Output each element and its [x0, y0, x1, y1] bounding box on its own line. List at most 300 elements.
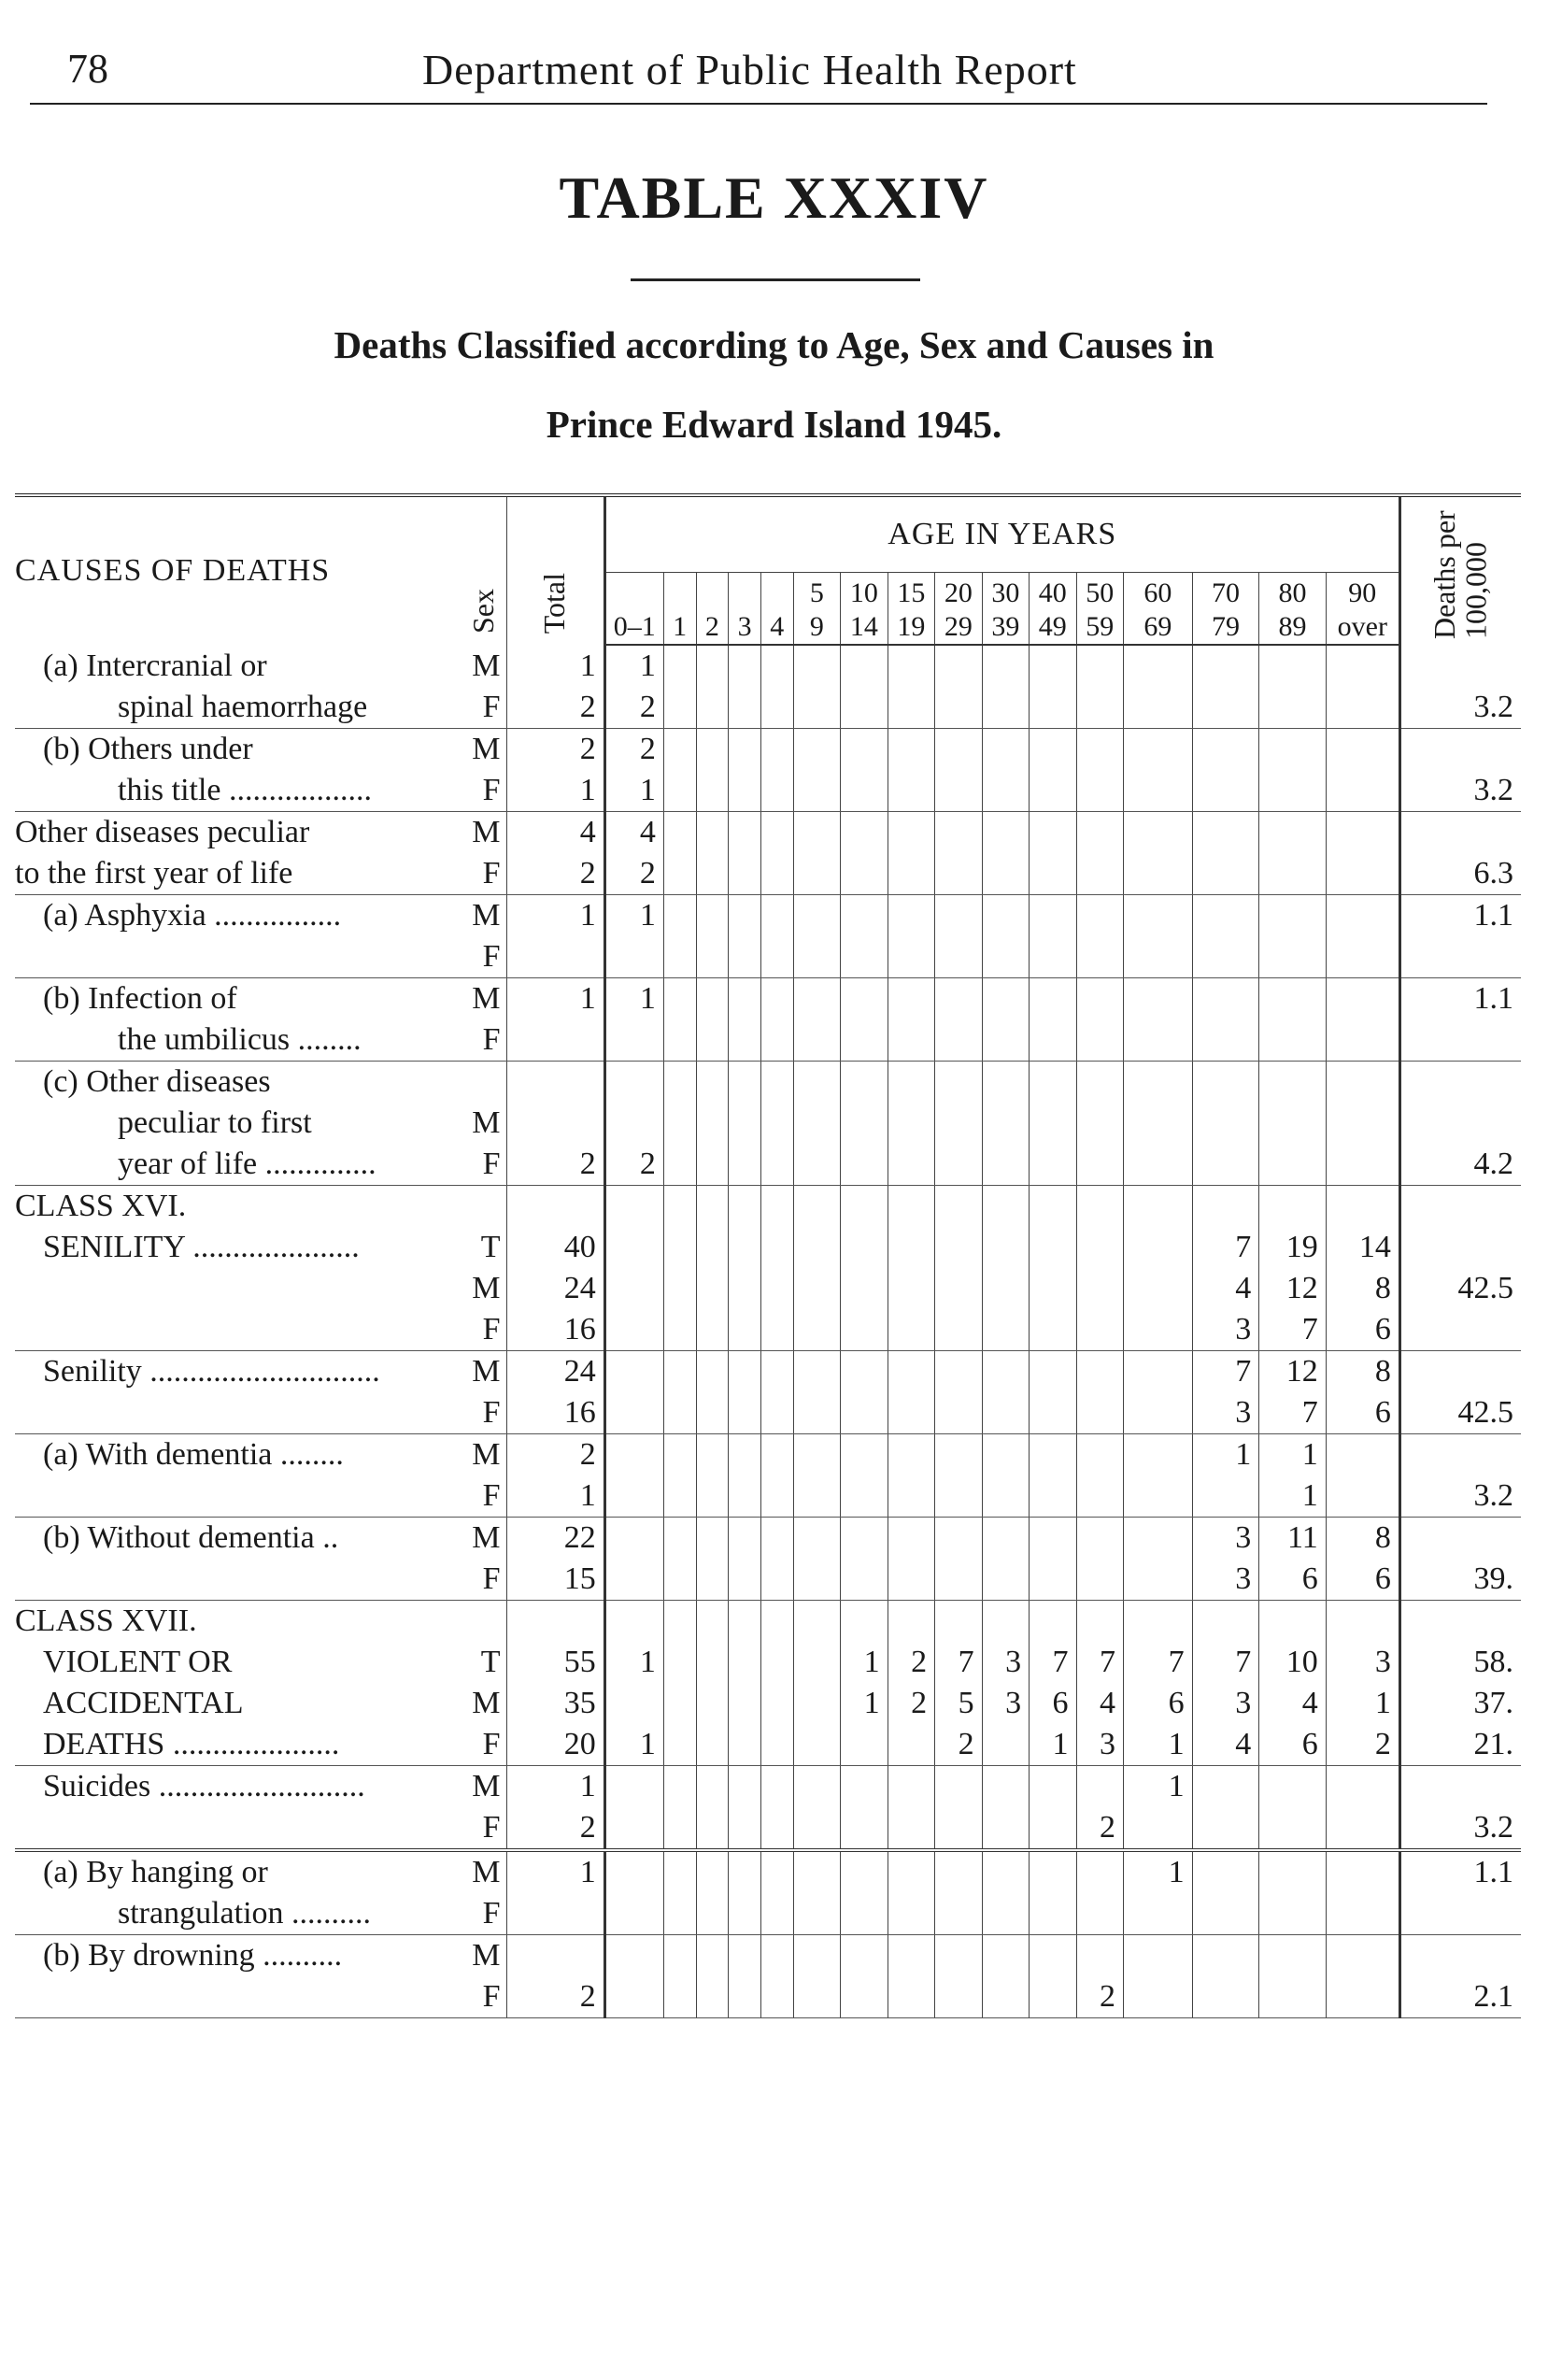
age-value-cell	[729, 1351, 761, 1393]
age-value-cell	[793, 1309, 840, 1351]
sex-cell: F	[462, 1392, 506, 1434]
age-value-cell	[1192, 1019, 1259, 1062]
age-value-cell	[604, 1807, 663, 1850]
age-value-cell	[663, 1186, 696, 1228]
cause-cell: (b) Others under	[43, 732, 253, 766]
age-value-cell	[982, 936, 1029, 978]
age-value-cell: 7	[1259, 1309, 1327, 1351]
age-value-cell	[841, 645, 888, 687]
age-value-cell	[604, 1103, 663, 1144]
total-cell	[506, 1935, 604, 1977]
age-value-cell	[663, 1268, 696, 1309]
age-value-cell	[1030, 645, 1076, 687]
age-value-cell	[1124, 1475, 1193, 1518]
age-value-cell	[793, 853, 840, 895]
age-col-bottom-label: 9	[809, 611, 824, 642]
age-value-cell	[729, 1518, 761, 1560]
age-value-cell	[696, 853, 729, 895]
age-value-cell	[1124, 1601, 1193, 1643]
cause-cell: Senility .............................	[43, 1354, 380, 1389]
total-cell: 24	[506, 1351, 604, 1393]
age-value-cell	[663, 1976, 696, 2018]
table-row	[15, 1309, 1521, 1351]
table-row	[15, 1683, 1521, 1724]
age-value-cell	[841, 770, 888, 812]
age-value-cell: 1	[1124, 1850, 1193, 1893]
age-col-top-label: 40	[1038, 577, 1067, 608]
cause-cell: (a) Intercranial or	[43, 648, 267, 683]
cause-cell: DEATHS .....................	[15, 1724, 462, 1766]
page-header	[30, 37, 1487, 105]
age-value-cell	[1259, 1893, 1327, 1935]
total-cell: 2	[506, 1144, 604, 1186]
age-value-cell	[888, 1434, 934, 1476]
age-value-cell	[793, 645, 840, 687]
age-value-cell	[760, 1103, 793, 1144]
age-value-cell	[935, 1601, 982, 1643]
age-value-cell	[1124, 729, 1193, 771]
age-value-cell	[1326, 978, 1399, 1020]
age-value-cell	[793, 1850, 840, 1893]
age-value-cell	[760, 1309, 793, 1351]
age-value-cell: 6	[1326, 1559, 1399, 1601]
age-value-cell	[1030, 1309, 1076, 1351]
age-value-cell	[1259, 1807, 1327, 1850]
total-cell: 1	[506, 1475, 604, 1518]
age-value-cell	[1326, 1144, 1399, 1186]
age-value-cell	[760, 1351, 793, 1393]
age-value-cell	[982, 1062, 1029, 1104]
age-value-cell	[1124, 936, 1193, 978]
sex-cell: M	[472, 1354, 501, 1389]
age-value-cell	[1076, 1351, 1123, 1393]
age-value-cell	[604, 1683, 663, 1724]
age-value-cell	[841, 1309, 888, 1351]
age-value-cell: 2	[1076, 1976, 1123, 2018]
age-value-cell	[760, 978, 793, 1020]
age-value-cell	[663, 1601, 696, 1643]
age-col-top-label	[697, 577, 729, 610]
age-value-cell	[604, 1935, 663, 1977]
age-value-cell	[1259, 1062, 1327, 1104]
cause-cell: ACCIDENTAL	[43, 1686, 244, 1720]
cause-cell	[15, 1976, 462, 2018]
age-value-cell	[1030, 853, 1076, 895]
rate-cell: 1.1	[1399, 1850, 1521, 1893]
age-value-cell	[1259, 1850, 1327, 1893]
age-value-cell	[888, 1475, 934, 1518]
rate-cell: 39.	[1399, 1559, 1521, 1601]
age-value-cell	[793, 1392, 840, 1434]
sex-cell: F	[462, 1475, 506, 1518]
age-value-cell	[841, 1268, 888, 1309]
table-row	[15, 1935, 1521, 1977]
age-value-cell	[1326, 812, 1399, 854]
rate-cell	[1399, 1434, 1521, 1476]
age-value-cell	[982, 1351, 1029, 1393]
age-value-cell	[888, 1724, 934, 1766]
age-value-cell	[729, 853, 761, 895]
age-value-cell	[729, 1434, 761, 1476]
age-value-cell	[729, 1766, 761, 1808]
age-value-cell	[1326, 1893, 1399, 1935]
age-col-bottom-label: 59	[1086, 611, 1115, 642]
age-value-cell: 8	[1326, 1268, 1399, 1309]
cause-cell: strangulation ..........	[15, 1893, 462, 1935]
age-value-cell: 2	[604, 1144, 663, 1186]
rate-cell	[1399, 812, 1521, 854]
cause-cell	[15, 936, 462, 978]
age-value-cell: 3	[1192, 1392, 1259, 1434]
age-col-bottom-label: 4	[770, 611, 785, 642]
age-value-cell	[696, 1227, 729, 1268]
age-value-cell	[729, 1475, 761, 1518]
age-value-cell	[1076, 687, 1123, 729]
age-value-cell	[1030, 1518, 1076, 1560]
sex-cell: M	[472, 1686, 501, 1720]
age-value-cell	[935, 895, 982, 937]
age-value-cell	[982, 1268, 1029, 1309]
total-cell	[506, 1019, 604, 1062]
age-value-cell	[760, 1559, 793, 1601]
table-row	[15, 812, 1521, 854]
age-value-cell	[604, 936, 663, 978]
age-value-cell: 1	[1030, 1724, 1076, 1766]
age-value-cell	[1124, 1518, 1193, 1560]
age-value-cell	[1259, 770, 1327, 812]
cause-cell: CLASS XVI.	[15, 1189, 187, 1223]
age-value-cell: 11	[1259, 1518, 1327, 1560]
header-row-top	[15, 495, 1521, 573]
age-value-cell	[760, 895, 793, 937]
sex-cell: F	[462, 1559, 506, 1601]
age-value-cell: 7	[1030, 1642, 1076, 1683]
rate-cell	[1399, 645, 1521, 687]
rate-cell	[1399, 1518, 1521, 1560]
age-value-cell	[841, 1976, 888, 2018]
age-value-cell: 6	[1124, 1683, 1193, 1724]
age-value-cell	[663, 1144, 696, 1186]
age-value-cell	[982, 1935, 1029, 1977]
age-value-cell	[1259, 1103, 1327, 1144]
age-value-cell	[888, 1518, 934, 1560]
age-value-cell	[793, 1062, 840, 1104]
total-cell: 2	[506, 853, 604, 895]
age-value-cell	[888, 1766, 934, 1808]
age-value-cell	[935, 1766, 982, 1808]
age-value-cell	[935, 936, 982, 978]
age-value-cell: 19	[1259, 1227, 1327, 1268]
age-value-cell	[1076, 1309, 1123, 1351]
age-value-cell	[729, 1601, 761, 1643]
age-value-cell	[935, 1268, 982, 1309]
header-age-col	[1192, 573, 1259, 646]
age-value-cell	[793, 1766, 840, 1808]
age-value-cell	[1076, 645, 1123, 687]
sex-cell: M	[472, 1855, 501, 1889]
age-value-cell	[1076, 1186, 1123, 1228]
age-value-cell	[1076, 1518, 1123, 1560]
sex-cell	[462, 1062, 506, 1104]
total-cell: 1	[506, 895, 604, 937]
age-value-cell	[935, 729, 982, 771]
age-value-cell	[841, 1766, 888, 1808]
age-col-bottom-label: 0–1	[613, 611, 656, 642]
age-value-cell	[729, 936, 761, 978]
sex-cell: M	[472, 981, 501, 1016]
age-value-cell	[793, 1103, 840, 1144]
sex-cell: F	[462, 1724, 506, 1766]
age-value-cell	[729, 895, 761, 937]
age-value-cell: 14	[1326, 1227, 1399, 1268]
rate-cell	[1399, 1227, 1521, 1268]
age-value-cell	[604, 1976, 663, 2018]
age-col-bottom-label: 39	[991, 611, 1020, 642]
age-value-cell	[793, 1976, 840, 2018]
age-value-cell	[729, 1309, 761, 1351]
age-value-cell: 4	[604, 812, 663, 854]
age-value-cell	[935, 1062, 982, 1104]
age-value-cell	[1124, 1103, 1193, 1144]
age-value-cell: 2	[604, 729, 663, 771]
total-cell	[506, 1103, 604, 1144]
age-value-cell	[604, 1227, 663, 1268]
total-cell: 2	[506, 1976, 604, 2018]
age-value-cell	[841, 1935, 888, 1977]
header-age-col	[696, 573, 729, 646]
header-rate-label: Deaths per 100,000	[1427, 510, 1493, 639]
age-value-cell: 7	[1192, 1642, 1259, 1683]
age-value-cell: 4	[1192, 1268, 1259, 1309]
age-value-cell	[982, 1766, 1029, 1808]
age-value-cell	[729, 770, 761, 812]
age-value-cell	[1259, 1766, 1327, 1808]
age-value-cell	[982, 1559, 1029, 1601]
age-value-cell	[1030, 1351, 1076, 1393]
age-value-cell	[604, 1850, 663, 1893]
age-value-cell	[729, 1103, 761, 1144]
age-value-cell	[841, 1807, 888, 1850]
age-value-cell	[760, 1807, 793, 1850]
age-value-cell	[696, 645, 729, 687]
header-age-col	[1326, 573, 1399, 646]
age-value-cell	[1124, 978, 1193, 1020]
age-value-cell	[760, 1019, 793, 1062]
age-value-cell	[1326, 645, 1399, 687]
age-value-cell	[663, 1062, 696, 1104]
cause-cell: (b) Without dementia ..	[43, 1520, 339, 1555]
age-col-top-label: 30	[991, 577, 1020, 608]
age-value-cell	[1259, 936, 1327, 978]
age-value-cell	[1326, 1434, 1399, 1476]
header-age-col	[729, 573, 761, 646]
sex-cell: F	[462, 853, 506, 895]
age-value-cell	[841, 978, 888, 1020]
age-value-cell	[663, 1434, 696, 1476]
age-value-cell	[793, 1268, 840, 1309]
age-value-cell: 6	[1259, 1724, 1327, 1766]
age-value-cell	[1192, 645, 1259, 687]
age-value-cell	[888, 1144, 934, 1186]
table-subtitle-line1: Deaths Classified according to Age, Sex and Causes in	[334, 323, 1214, 366]
age-value-cell	[982, 812, 1029, 854]
age-value-cell	[1326, 1186, 1399, 1228]
total-cell: 1	[506, 645, 604, 687]
age-value-cell	[663, 1392, 696, 1434]
total-cell: 4	[506, 812, 604, 854]
age-value-cell	[841, 895, 888, 937]
age-value-cell	[1076, 1935, 1123, 1977]
age-value-cell: 3	[982, 1642, 1029, 1683]
age-value-cell	[696, 1935, 729, 1977]
age-value-cell	[1030, 1807, 1076, 1850]
age-value-cell	[1076, 1850, 1123, 1893]
age-value-cell: 2	[1076, 1807, 1123, 1850]
sex-cell: M	[472, 648, 501, 683]
age-value-cell	[1124, 1186, 1193, 1228]
table-row	[15, 1766, 1521, 1808]
age-value-cell	[841, 1144, 888, 1186]
age-value-cell	[1326, 1807, 1399, 1850]
age-value-cell	[982, 1850, 1029, 1893]
age-value-cell	[1030, 1103, 1076, 1144]
age-value-cell	[604, 1019, 663, 1062]
age-value-cell	[760, 1642, 793, 1683]
age-value-cell	[663, 1019, 696, 1062]
age-value-cell	[982, 1227, 1029, 1268]
age-value-cell	[1192, 936, 1259, 978]
age-value-cell	[696, 1062, 729, 1104]
age-value-cell: 1	[604, 770, 663, 812]
age-value-cell	[888, 1893, 934, 1935]
age-value-cell	[729, 1268, 761, 1309]
age-value-cell: 7	[1124, 1642, 1193, 1683]
age-value-cell	[1192, 1976, 1259, 2018]
age-value-cell	[604, 1434, 663, 1476]
age-value-cell	[888, 1976, 934, 2018]
age-value-cell	[729, 1144, 761, 1186]
age-value-cell	[604, 1475, 663, 1518]
cause-cell	[15, 1268, 462, 1309]
age-value-cell: 7	[935, 1642, 982, 1683]
age-value-cell	[663, 1807, 696, 1850]
age-value-cell	[793, 687, 840, 729]
rate-cell: 21.	[1399, 1724, 1521, 1766]
rate-cell	[1399, 1935, 1521, 1977]
age-value-cell	[1259, 978, 1327, 1020]
age-value-cell	[1124, 1434, 1193, 1476]
age-value-cell	[1030, 770, 1076, 812]
age-value-cell: 1	[1326, 1683, 1399, 1724]
header-age-col	[1259, 573, 1327, 646]
age-value-cell	[888, 895, 934, 937]
age-value-cell	[696, 1683, 729, 1724]
age-value-cell: 2	[604, 687, 663, 729]
rate-cell	[1399, 1309, 1521, 1351]
age-value-cell	[1259, 1601, 1327, 1643]
age-value-cell	[1030, 1144, 1076, 1186]
age-value-cell	[1192, 687, 1259, 729]
sex-cell: M	[472, 1271, 501, 1305]
age-value-cell	[888, 1601, 934, 1643]
age-value-cell	[604, 1186, 663, 1228]
age-value-cell	[1192, 895, 1259, 937]
age-value-cell	[982, 770, 1029, 812]
age-value-cell	[793, 1475, 840, 1518]
age-value-cell	[935, 853, 982, 895]
age-value-cell	[760, 1062, 793, 1104]
rate-cell	[1399, 1766, 1521, 1808]
age-value-cell	[982, 1392, 1029, 1434]
age-value-cell	[696, 1351, 729, 1393]
age-value-cell	[729, 978, 761, 1020]
age-value-cell	[729, 1062, 761, 1104]
age-value-cell	[1030, 1392, 1076, 1434]
age-value-cell	[760, 936, 793, 978]
age-value-cell	[793, 1186, 840, 1228]
age-value-cell	[1076, 729, 1123, 771]
age-value-cell	[935, 1186, 982, 1228]
age-value-cell	[935, 1559, 982, 1601]
age-value-cell	[1326, 687, 1399, 729]
age-value-cell	[793, 978, 840, 1020]
age-value-cell	[696, 1559, 729, 1601]
sex-cell: M	[472, 815, 501, 849]
age-value-cell: 1	[604, 895, 663, 937]
age-value-cell	[1259, 1186, 1327, 1228]
age-value-cell	[841, 1850, 888, 1893]
age-value-cell	[696, 1642, 729, 1683]
age-value-cell	[1259, 812, 1327, 854]
sex-cell: M	[472, 898, 501, 933]
age-value-cell	[1076, 1475, 1123, 1518]
age-value-cell	[982, 978, 1029, 1020]
sex-cell: M	[472, 1437, 501, 1472]
age-value-cell	[935, 1227, 982, 1268]
age-value-cell	[1030, 1850, 1076, 1893]
age-value-cell	[729, 812, 761, 854]
table-row	[15, 1351, 1521, 1393]
rate-cell	[1399, 1019, 1521, 1062]
age-value-cell	[1326, 1475, 1399, 1518]
age-value-cell	[1192, 1144, 1259, 1186]
age-value-cell	[760, 1392, 793, 1434]
age-value-cell	[888, 687, 934, 729]
age-value-cell	[760, 1186, 793, 1228]
cause-cell: VIOLENT OR	[43, 1645, 233, 1679]
age-value-cell	[793, 1019, 840, 1062]
age-value-cell	[1030, 812, 1076, 854]
age-value-cell: 6	[1326, 1309, 1399, 1351]
age-value-cell	[982, 1019, 1029, 1062]
age-col-top-label: 20	[944, 577, 973, 608]
age-value-cell: 7	[1259, 1392, 1327, 1434]
table-row	[15, 895, 1521, 937]
rate-cell	[1399, 1351, 1521, 1393]
cause-cell: to the first year of life	[15, 853, 462, 895]
age-value-cell	[1326, 1976, 1399, 2018]
age-col-top-label: 5	[809, 577, 824, 608]
age-value-cell	[1076, 853, 1123, 895]
age-value-cell	[888, 1309, 934, 1351]
age-value-cell: 1	[841, 1683, 888, 1724]
age-value-cell	[935, 1893, 982, 1935]
sex-cell	[462, 1601, 506, 1643]
sex-cell: F	[462, 1144, 506, 1186]
age-value-cell	[841, 1559, 888, 1601]
age-value-cell	[841, 687, 888, 729]
age-col-top-label: 80	[1278, 577, 1307, 608]
